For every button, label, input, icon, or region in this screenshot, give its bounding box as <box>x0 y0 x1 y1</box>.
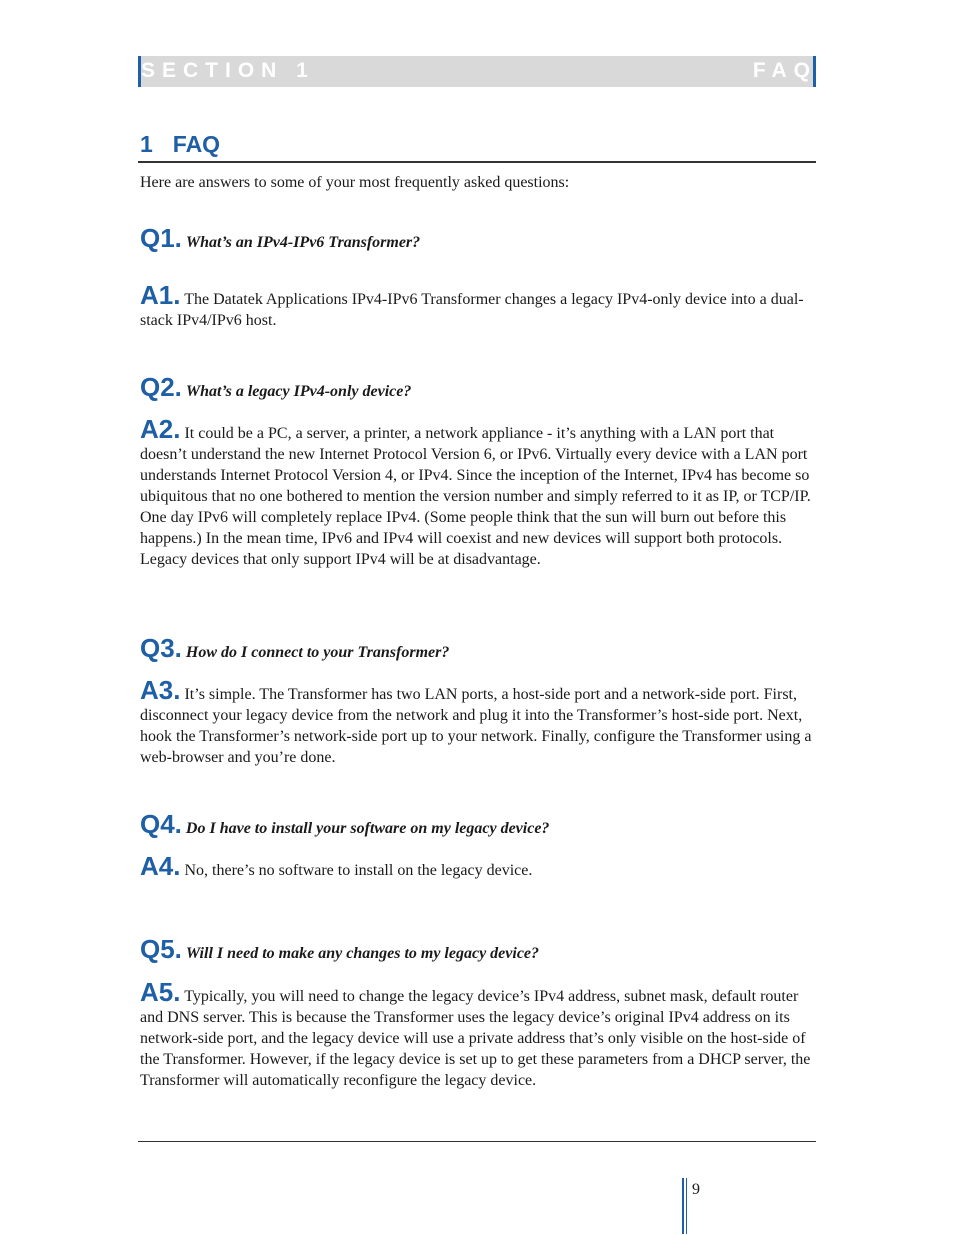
answer-2 <box>140 414 816 570</box>
intro-paragraph: Here are answers to some of your most frequently asked questions: <box>140 174 570 191</box>
answer-text: Typically, you will need to change the legacy device’s IPv4 address, subnet mask, default router and DNS server. This is because the Transformer uses the legacy device’s original IPv4 address on its network-side port, and the legacy device will use a private address that’s only visible on the host-side of the Transformer. However, if the legacy device is set up to get these parameters from a DHCP server, the Transformer will automatically reconfigure the legacy device. <box>140 988 811 1089</box>
page-title-text: FAQ <box>172 131 221 157</box>
answer-tag: A4. <box>140 851 181 881</box>
question-tag: Q3. <box>140 633 182 663</box>
question-3 <box>140 633 816 663</box>
question-tag: Q4. <box>140 809 182 839</box>
answer-4 <box>140 851 816 881</box>
answer-1 <box>140 280 816 331</box>
question-tag: Q2. <box>140 372 182 402</box>
question-text: Will I need to make any changes to my legacy device? <box>185 945 540 962</box>
title-divider <box>138 161 816 163</box>
page-number-accent-bar-thin <box>686 1178 687 1234</box>
answer-tag: A1. <box>140 280 181 310</box>
question-1 <box>140 223 816 253</box>
page-title-number: 1 <box>140 131 153 157</box>
question-text: How do I connect to your Transformer? <box>185 644 450 661</box>
question-text: Do I have to install your software on my legacy device? <box>185 820 550 837</box>
question-tag: Q1. <box>140 223 182 253</box>
answer-5 <box>140 977 816 1091</box>
page-title <box>140 131 220 158</box>
question-4 <box>140 809 816 839</box>
header-section-label: SECTION 1 <box>141 59 315 82</box>
answer-tag: A2. <box>140 414 181 444</box>
question-2 <box>140 372 816 402</box>
question-tag: Q5. <box>140 934 182 964</box>
answer-text: It’s simple. The Transformer has two LAN ports, a host-side port and a network-side port. First, disconnect your legacy device from the network and plug it into the Transformer’s host-side port. Next, hook the Transformer’s network-side port up to your network. Finally, configure the Transformer using a web-browser and you’re done. <box>140 686 812 766</box>
question-5 <box>140 934 816 964</box>
question-text: What’s an IPv4-IPv6 Transformer? <box>185 234 421 251</box>
page-number: 9 <box>692 1181 700 1198</box>
answer-text: No, there’s no software to install on the legacy device. <box>184 862 533 879</box>
answer-tag: A5. <box>140 977 181 1007</box>
answer-tag: A3. <box>140 675 181 705</box>
page-number-accent-bar <box>682 1178 684 1234</box>
question-text: What’s a legacy IPv4-only device? <box>185 383 412 400</box>
answer-3 <box>140 675 816 768</box>
answer-text: It could be a PC, a server, a printer, a network appliance - it’s anything with a LAN port that doesn’t understand the new Internet Protocol Version 6, or IPv6. Virtually every device with a LAN port understands Internet Protocol Version 4, or IPv4. Since the inception of the Internet, IPv4 has become so ubiquitous that no one bothered to mention the version number and simply referred to it as IP, or TCP/IP. One day IPv6 will completely replace IPv4. (Some people think that the sun will burn out before this happens.) In the mean time, IPv6 and IPv4 will coexist and new devices will support both protocols. Legacy devices that only support IPv4 will be at disadvantage. <box>140 425 811 568</box>
header-chapter-label: FAQ <box>752 59 817 82</box>
answer-text: The Datatek Applications IPv4-IPv6 Transformer changes a legacy IPv4-only device into a dual-stack IPv4/IPv6 host. <box>140 291 804 329</box>
footer-divider <box>138 1141 816 1142</box>
